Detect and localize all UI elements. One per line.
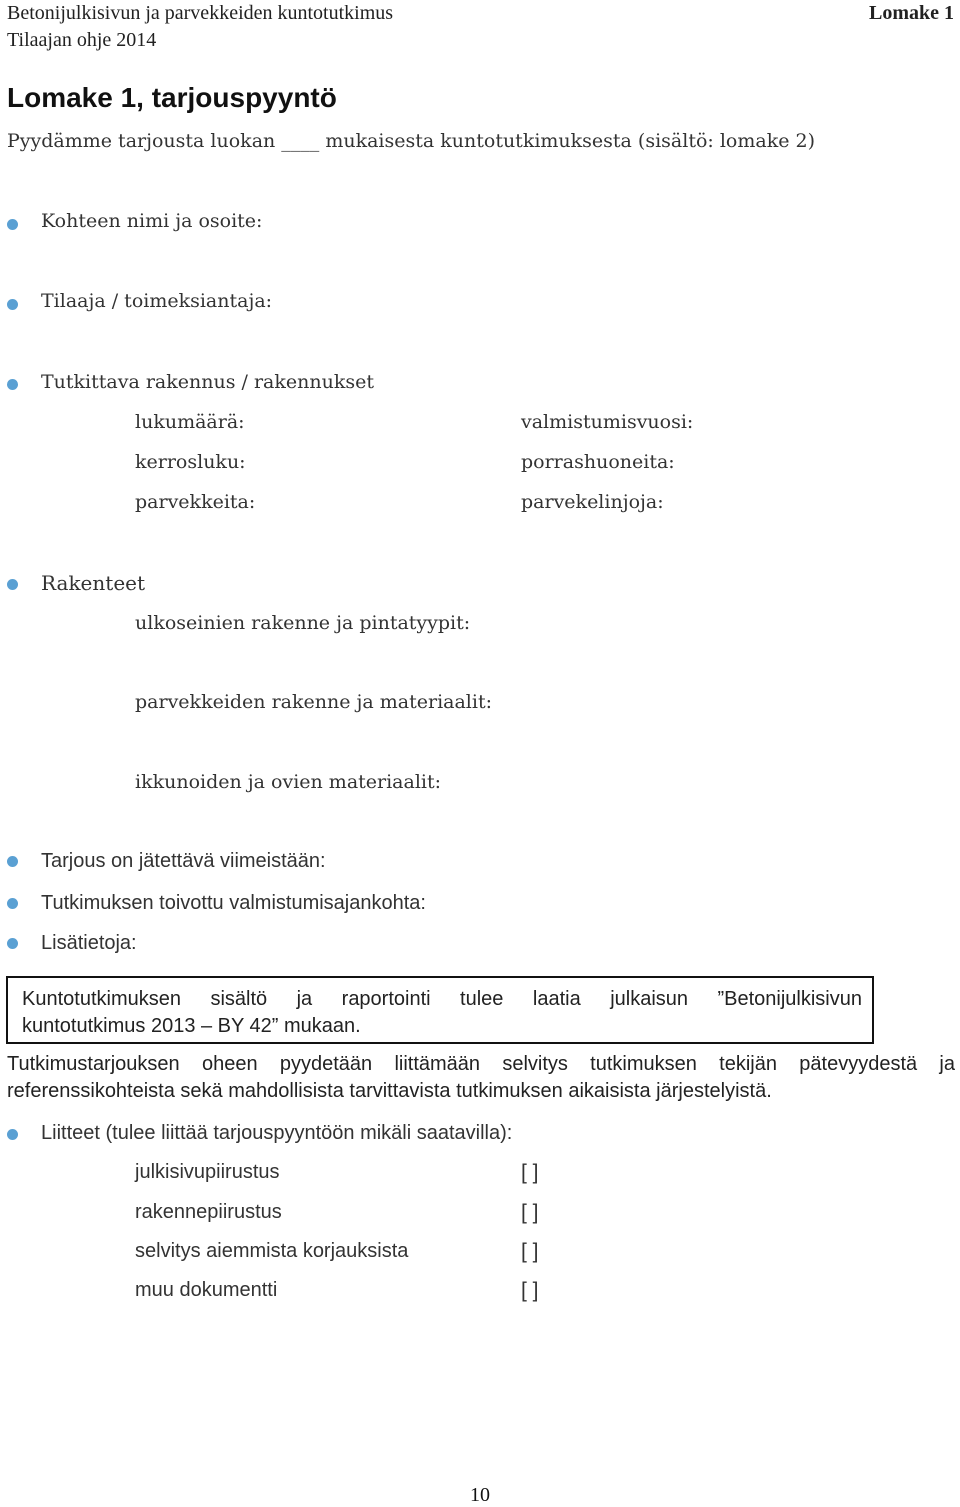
field-kerrosluku: kerrosluku: [135, 451, 246, 473]
attachment-checkbox[interactable]: [ ] [521, 1201, 539, 1224]
boxed-note [6, 976, 874, 1044]
intro-text: Pyydämme tarjousta luokan ____ mukaisesta kuntotutkimuksesta (sisältö: lomake 2) [7, 130, 815, 152]
item-kohde: Kohteen nimi ja osoite: [41, 210, 263, 232]
field-ulkoseinat: ulkoseinien rakenne ja pintatyypit: [135, 612, 471, 634]
page-title: Lomake 1, tarjouspyyntö [7, 82, 337, 113]
header-form-number: Lomake 1 [869, 2, 954, 24]
attachment-label: muu dokumentti [135, 1279, 278, 1301]
attachment-label: selvitys aiemmista korjauksista [135, 1240, 409, 1262]
instruction-paragraph [7, 1051, 955, 1105]
bullet-icon [7, 299, 18, 310]
attachment-label: rakennepiirustus [135, 1201, 282, 1223]
attachment-checkbox[interactable]: [ ] [521, 1161, 539, 1184]
header-document-title: Betonijulkisivun ja parvekkeiden kuntotutkimus [7, 2, 394, 24]
field-parvekelinjoja: parvekelinjoja: [521, 491, 664, 513]
header-subtitle: Tilaajan ohje 2014 [7, 29, 157, 51]
boxed-note-line1: Kuntotutkimuksen sisältö ja raportointi tulee laatia julkaisun ”Betonijulkisivun [22, 988, 862, 1010]
field-parvekkeita: parvekkeita: [135, 491, 256, 513]
field-valmistumisvuosi: valmistumisvuosi: [521, 411, 694, 433]
field-ikkunat-ovet: ikkunoiden ja ovien materiaalit: [135, 771, 442, 793]
bullet-icon [7, 898, 18, 909]
bullet-icon [7, 219, 18, 230]
bullet-icon [7, 379, 18, 390]
item-tarjous: Tarjous on jätettävä viimeistään: [41, 850, 326, 872]
bullet-icon [7, 856, 18, 867]
field-parvekkeiden-rakenne: parvekkeiden rakenne ja materiaalit: [135, 691, 492, 713]
item-rakennus: Tutkittava rakennus / rakennukset [41, 371, 374, 393]
item-liitteet: Liitteet (tulee liittää tarjouspyyntöön mikäli saatavilla): [41, 1122, 513, 1144]
attachment-label: julkisivupiirustus [135, 1161, 280, 1183]
boxed-note-line2: kuntotutkimus 2013 – BY 42” mukaan. [22, 1015, 361, 1037]
page-number: 10 [470, 1484, 490, 1506]
paragraph-line1: Tutkimustarjouksen oheen pyydetään liittämään selvitys tutkimuksen tekijän pätevyydestä ja [7, 1053, 955, 1075]
attachment-checkbox[interactable]: [ ] [521, 1240, 539, 1263]
bullet-icon [7, 938, 18, 949]
item-tilaaja: Tilaaja / toimeksiantaja: [41, 290, 273, 312]
item-lisatietoja: Lisätietoja: [41, 932, 137, 954]
item-valmistuminen: Tutkimuksen toivottu valmistumisajankohta: [41, 892, 426, 914]
item-rakenteet: Rakenteet [41, 571, 146, 595]
field-porrashuoneita: porrashuoneita: [521, 451, 675, 473]
attachment-checkbox[interactable]: [ ] [521, 1279, 539, 1302]
field-lukumaara: lukumäärä: [135, 411, 245, 433]
paragraph-line2: referenssikohteista sekä mahdollisista tarvittavista tutkimuksen aikaisista järjestelyistä. [7, 1080, 772, 1102]
bullet-icon [7, 1129, 18, 1140]
bullet-icon [7, 579, 18, 590]
